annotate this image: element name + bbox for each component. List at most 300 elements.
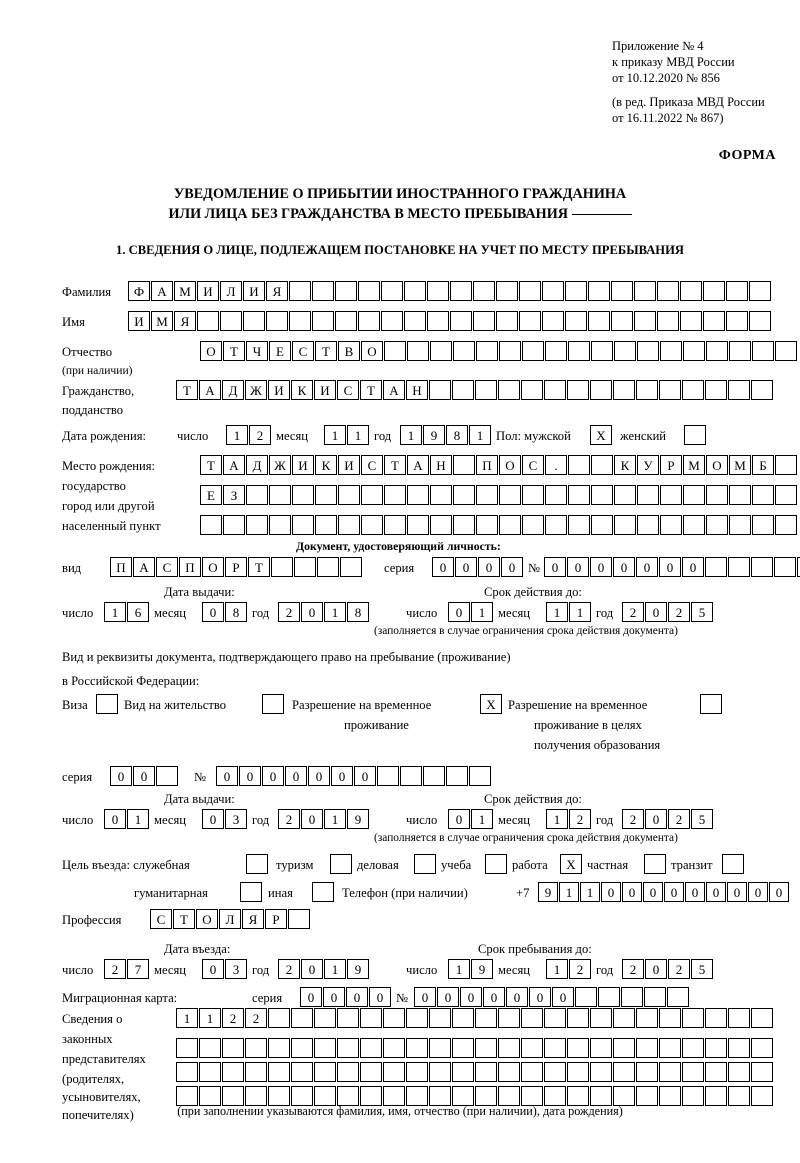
char-cell[interactable] (383, 1008, 405, 1028)
purpose-work-checkbox[interactable] (560, 854, 583, 874)
char-cell[interactable] (222, 1086, 244, 1106)
char-cell[interactable] (452, 1008, 474, 1028)
char-cell[interactable]: А (407, 455, 429, 475)
char-cell[interactable]: 0 (685, 882, 705, 902)
char-cell[interactable]: 0 (308, 766, 330, 786)
char-cell[interactable] (636, 1038, 658, 1058)
char-cell[interactable] (749, 311, 771, 331)
char-cell[interactable] (659, 1008, 681, 1028)
char-cell[interactable] (453, 485, 475, 505)
permit-series-input[interactable] (110, 766, 179, 786)
char-cell[interactable] (222, 1038, 244, 1058)
char-cell[interactable]: Т (315, 341, 337, 361)
char-cell[interactable]: 0 (285, 766, 307, 786)
birth-month-input[interactable] (324, 425, 370, 445)
char-cell[interactable]: 2 (278, 602, 300, 622)
char-cell[interactable] (568, 515, 590, 535)
char-cell[interactable] (476, 515, 498, 535)
char-cell[interactable]: 0 (506, 987, 528, 1007)
char-cell[interactable] (383, 1062, 405, 1082)
char-cell[interactable] (246, 515, 268, 535)
char-cell[interactable] (683, 515, 705, 535)
char-cell[interactable]: Т (248, 557, 270, 577)
char-cell[interactable] (705, 1086, 727, 1106)
char-cell[interactable] (292, 485, 314, 505)
char-cell[interactable] (568, 341, 590, 361)
char-cell[interactable]: П (476, 455, 498, 475)
char-cell[interactable] (361, 515, 383, 535)
char-cell[interactable] (565, 281, 587, 301)
char-cell[interactable]: 0 (664, 882, 684, 902)
temp-permit-checkbox[interactable] (480, 694, 503, 714)
char-cell[interactable]: Ж (245, 380, 267, 400)
char-cell[interactable]: О (361, 341, 383, 361)
char-cell[interactable]: X (560, 854, 582, 874)
char-cell[interactable] (289, 281, 311, 301)
char-cell[interactable]: 8 (347, 602, 369, 622)
char-cell[interactable] (453, 341, 475, 361)
char-cell[interactable] (291, 1038, 313, 1058)
char-cell[interactable] (406, 1086, 428, 1106)
char-cell[interactable] (475, 1008, 497, 1028)
char-cell[interactable]: 0 (354, 766, 376, 786)
char-cell[interactable]: 1 (471, 602, 493, 622)
citizenship-input[interactable] (176, 380, 774, 400)
char-cell[interactable] (262, 694, 284, 714)
char-cell[interactable]: 1 (469, 425, 491, 445)
char-cell[interactable]: Л (219, 909, 241, 929)
char-cell[interactable]: 2 (249, 425, 271, 445)
char-cell[interactable]: 0 (682, 557, 704, 577)
char-cell[interactable] (621, 987, 643, 1007)
char-cell[interactable] (312, 311, 334, 331)
char-cell[interactable]: 0 (706, 882, 726, 902)
char-cell[interactable]: Т (384, 455, 406, 475)
visa-checkbox[interactable] (96, 694, 119, 714)
char-cell[interactable] (775, 455, 797, 475)
char-cell[interactable]: 0 (301, 809, 323, 829)
char-cell[interactable]: 9 (538, 882, 558, 902)
char-cell[interactable] (774, 557, 796, 577)
char-cell[interactable] (498, 1086, 520, 1106)
char-cell[interactable] (268, 1008, 290, 1028)
char-cell[interactable] (660, 341, 682, 361)
char-cell[interactable] (728, 380, 750, 400)
char-cell[interactable] (199, 1038, 221, 1058)
char-cell[interactable]: 3 (225, 809, 247, 829)
char-cell[interactable]: Т (176, 380, 198, 400)
char-cell[interactable] (429, 1038, 451, 1058)
char-cell[interactable] (659, 1062, 681, 1082)
char-cell[interactable]: 0 (437, 987, 459, 1007)
birth-year-input[interactable] (400, 425, 492, 445)
char-cell[interactable] (335, 281, 357, 301)
char-cell[interactable] (521, 1038, 543, 1058)
char-cell[interactable]: 1 (400, 425, 422, 445)
char-cell[interactable]: К (315, 455, 337, 475)
char-cell[interactable]: 0 (501, 557, 523, 577)
char-cell[interactable] (312, 882, 334, 902)
char-cell[interactable]: 0 (432, 557, 454, 577)
char-cell[interactable]: Б (752, 455, 774, 475)
char-cell[interactable]: 0 (414, 987, 436, 1007)
char-cell[interactable]: П (179, 557, 201, 577)
birthplace-row-1-input[interactable] (200, 455, 798, 475)
char-cell[interactable] (404, 311, 426, 331)
char-cell[interactable]: Е (269, 341, 291, 361)
char-cell[interactable] (199, 1062, 221, 1082)
doc-valid-month-input[interactable] (546, 602, 592, 622)
char-cell[interactable]: Т (200, 455, 222, 475)
char-cell[interactable]: Р (660, 455, 682, 475)
legal-reps-row-1-input[interactable] (176, 1008, 774, 1028)
entry-year-input[interactable] (278, 959, 370, 979)
char-cell[interactable] (360, 1062, 382, 1082)
char-cell[interactable]: Д (222, 380, 244, 400)
char-cell[interactable]: 1 (546, 809, 568, 829)
char-cell[interactable]: X (480, 694, 502, 714)
char-cell[interactable] (340, 557, 362, 577)
char-cell[interactable]: С (361, 455, 383, 475)
char-cell[interactable] (452, 1086, 474, 1106)
char-cell[interactable] (752, 341, 774, 361)
char-cell[interactable]: 1 (448, 959, 470, 979)
char-cell[interactable] (176, 1086, 198, 1106)
char-cell[interactable] (705, 1038, 727, 1058)
char-cell[interactable] (751, 1008, 773, 1028)
char-cell[interactable] (358, 311, 380, 331)
sex-female-checkbox[interactable] (684, 425, 707, 445)
char-cell[interactable] (542, 311, 564, 331)
char-cell[interactable] (429, 1062, 451, 1082)
stay-day-input[interactable] (448, 959, 494, 979)
purpose-transit-checkbox[interactable] (722, 854, 745, 874)
purpose-study-checkbox[interactable] (485, 854, 508, 874)
char-cell[interactable] (682, 380, 704, 400)
char-cell[interactable] (522, 485, 544, 505)
char-cell[interactable] (475, 1062, 497, 1082)
char-cell[interactable] (377, 766, 399, 786)
char-cell[interactable] (499, 485, 521, 505)
char-cell[interactable] (644, 854, 666, 874)
char-cell[interactable] (429, 380, 451, 400)
char-cell[interactable]: 1 (546, 602, 568, 622)
char-cell[interactable] (473, 311, 495, 331)
char-cell[interactable]: В (338, 341, 360, 361)
char-cell[interactable]: 0 (552, 987, 574, 1007)
char-cell[interactable]: М (174, 281, 196, 301)
char-cell[interactable]: 2 (222, 1008, 244, 1028)
char-cell[interactable] (288, 909, 310, 929)
char-cell[interactable] (223, 515, 245, 535)
char-cell[interactable] (567, 1086, 589, 1106)
char-cell[interactable]: С (156, 557, 178, 577)
char-cell[interactable] (613, 1086, 635, 1106)
char-cell[interactable] (682, 1038, 704, 1058)
char-cell[interactable] (614, 515, 636, 535)
legal-reps-row-2-input[interactable] (176, 1038, 774, 1058)
char-cell[interactable] (752, 515, 774, 535)
char-cell[interactable]: П (110, 557, 132, 577)
char-cell[interactable] (775, 515, 797, 535)
char-cell[interactable] (499, 341, 521, 361)
char-cell[interactable]: 0 (323, 987, 345, 1007)
legal-reps-row-3-input[interactable] (176, 1062, 774, 1082)
char-cell[interactable] (498, 380, 520, 400)
edu-permit-checkbox[interactable] (700, 694, 723, 714)
char-cell[interactable] (682, 1062, 704, 1082)
birthplace-row-2-input[interactable] (200, 485, 798, 505)
char-cell[interactable] (381, 281, 403, 301)
char-cell[interactable]: Р (225, 557, 247, 577)
char-cell[interactable]: 2 (569, 959, 591, 979)
char-cell[interactable] (268, 1062, 290, 1082)
char-cell[interactable]: 5 (691, 959, 713, 979)
char-cell[interactable]: О (200, 341, 222, 361)
char-cell[interactable] (407, 485, 429, 505)
char-cell[interactable] (485, 854, 507, 874)
char-cell[interactable] (680, 311, 702, 331)
char-cell[interactable] (659, 1038, 681, 1058)
char-cell[interactable]: С (337, 380, 359, 400)
char-cell[interactable] (726, 281, 748, 301)
char-cell[interactable] (317, 557, 339, 577)
char-cell[interactable]: О (202, 557, 224, 577)
char-cell[interactable] (176, 1062, 198, 1082)
char-cell[interactable] (384, 515, 406, 535)
char-cell[interactable] (407, 341, 429, 361)
char-cell[interactable] (360, 1038, 382, 1058)
char-cell[interactable]: 1 (104, 602, 126, 622)
char-cell[interactable] (544, 1038, 566, 1058)
doc-number-input[interactable] (544, 557, 800, 577)
char-cell[interactable] (245, 1086, 267, 1106)
purpose-business-checkbox[interactable] (414, 854, 437, 874)
char-cell[interactable] (613, 1008, 635, 1028)
char-cell[interactable]: 0 (601, 882, 621, 902)
char-cell[interactable] (751, 380, 773, 400)
char-cell[interactable] (728, 1086, 750, 1106)
char-cell[interactable]: 2 (622, 602, 644, 622)
char-cell[interactable] (314, 1086, 336, 1106)
char-cell[interactable]: 0 (645, 809, 667, 829)
char-cell[interactable] (406, 1038, 428, 1058)
char-cell[interactable] (634, 281, 656, 301)
permit-valid-month-input[interactable] (546, 809, 592, 829)
char-cell[interactable] (637, 515, 659, 535)
char-cell[interactable] (469, 766, 491, 786)
char-cell[interactable]: 0 (645, 959, 667, 979)
char-cell[interactable]: 0 (104, 809, 126, 829)
char-cell[interactable] (383, 1086, 405, 1106)
permit-issue-year-input[interactable] (278, 809, 370, 829)
char-cell[interactable]: 0 (727, 882, 747, 902)
char-cell[interactable]: 1 (324, 959, 346, 979)
char-cell[interactable] (726, 311, 748, 331)
char-cell[interactable]: X (590, 425, 612, 445)
char-cell[interactable]: 0 (239, 766, 261, 786)
char-cell[interactable]: Н (430, 455, 452, 475)
char-cell[interactable] (315, 515, 337, 535)
char-cell[interactable] (637, 485, 659, 505)
char-cell[interactable] (683, 341, 705, 361)
birthplace-row-3-input[interactable] (200, 515, 798, 535)
char-cell[interactable]: 0 (769, 882, 789, 902)
profession-input[interactable] (150, 909, 311, 929)
char-cell[interactable] (598, 987, 620, 1007)
char-cell[interactable]: 1 (176, 1008, 198, 1028)
char-cell[interactable] (452, 1038, 474, 1058)
char-cell[interactable] (775, 341, 797, 361)
char-cell[interactable] (703, 311, 725, 331)
char-cell[interactable] (200, 515, 222, 535)
char-cell[interactable] (775, 485, 797, 505)
char-cell[interactable] (567, 1038, 589, 1058)
char-cell[interactable]: 0 (369, 987, 391, 1007)
char-cell[interactable] (453, 455, 475, 475)
char-cell[interactable]: З (223, 485, 245, 505)
char-cell[interactable] (312, 281, 334, 301)
char-cell[interactable] (453, 515, 475, 535)
char-cell[interactable] (430, 515, 452, 535)
phone-input[interactable] (538, 882, 790, 902)
char-cell[interactable] (414, 854, 436, 874)
residence-checkbox[interactable] (262, 694, 285, 714)
surname-input[interactable] (128, 281, 772, 301)
char-cell[interactable]: 0 (448, 809, 470, 829)
char-cell[interactable] (400, 766, 422, 786)
char-cell[interactable] (384, 341, 406, 361)
char-cell[interactable]: 0 (133, 766, 155, 786)
char-cell[interactable] (314, 1062, 336, 1082)
char-cell[interactable] (590, 1062, 612, 1082)
char-cell[interactable] (614, 341, 636, 361)
char-cell[interactable] (522, 341, 544, 361)
char-cell[interactable]: 1 (471, 809, 493, 829)
char-cell[interactable] (644, 987, 666, 1007)
char-cell[interactable] (590, 1008, 612, 1028)
char-cell[interactable] (705, 1008, 727, 1028)
char-cell[interactable] (475, 380, 497, 400)
char-cell[interactable]: 9 (347, 959, 369, 979)
char-cell[interactable] (660, 515, 682, 535)
char-cell[interactable]: А (133, 557, 155, 577)
char-cell[interactable] (522, 515, 544, 535)
char-cell[interactable]: 0 (202, 602, 224, 622)
char-cell[interactable] (705, 1062, 727, 1082)
char-cell[interactable]: 9 (471, 959, 493, 979)
permit-valid-year-input[interactable] (622, 809, 714, 829)
char-cell[interactable] (521, 380, 543, 400)
char-cell[interactable]: 2 (278, 809, 300, 829)
doc-issue-day-input[interactable] (104, 602, 150, 622)
char-cell[interactable]: 0 (448, 602, 470, 622)
char-cell[interactable] (338, 515, 360, 535)
char-cell[interactable] (590, 1086, 612, 1106)
char-cell[interactable] (722, 854, 744, 874)
char-cell[interactable] (291, 1008, 313, 1028)
char-cell[interactable]: 0 (216, 766, 238, 786)
char-cell[interactable] (728, 1062, 750, 1082)
char-cell[interactable] (404, 281, 426, 301)
char-cell[interactable]: 1 (324, 602, 346, 622)
char-cell[interactable] (452, 1062, 474, 1082)
char-cell[interactable]: 8 (225, 602, 247, 622)
char-cell[interactable] (220, 311, 242, 331)
char-cell[interactable] (591, 485, 613, 505)
char-cell[interactable]: И (197, 281, 219, 301)
char-cell[interactable] (568, 485, 590, 505)
char-cell[interactable] (729, 515, 751, 535)
char-cell[interactable] (657, 311, 679, 331)
char-cell[interactable]: Н (406, 380, 428, 400)
char-cell[interactable] (315, 485, 337, 505)
char-cell[interactable]: 0 (544, 557, 566, 577)
char-cell[interactable]: Я (242, 909, 264, 929)
char-cell[interactable]: Д (246, 455, 268, 475)
char-cell[interactable]: 0 (110, 766, 132, 786)
stay-year-input[interactable] (622, 959, 714, 979)
char-cell[interactable] (222, 1062, 244, 1082)
char-cell[interactable]: 8 (446, 425, 468, 445)
char-cell[interactable]: И (292, 455, 314, 475)
char-cell[interactable] (700, 694, 722, 714)
char-cell[interactable]: 2 (622, 959, 644, 979)
char-cell[interactable] (243, 311, 265, 331)
char-cell[interactable]: 7 (127, 959, 149, 979)
migration-series-input[interactable] (300, 987, 392, 1007)
char-cell[interactable] (498, 1008, 520, 1028)
char-cell[interactable] (429, 1086, 451, 1106)
char-cell[interactable] (245, 1062, 267, 1082)
legal-reps-row-4-input[interactable] (176, 1086, 774, 1106)
char-cell[interactable] (591, 515, 613, 535)
purpose-other-checkbox[interactable] (312, 882, 335, 902)
char-cell[interactable]: 0 (455, 557, 477, 577)
char-cell[interactable] (446, 766, 468, 786)
char-cell[interactable]: 2 (245, 1008, 267, 1028)
char-cell[interactable] (752, 485, 774, 505)
char-cell[interactable] (591, 341, 613, 361)
char-cell[interactable] (476, 341, 498, 361)
char-cell[interactable] (634, 311, 656, 331)
char-cell[interactable]: 0 (460, 987, 482, 1007)
char-cell[interactable] (314, 1038, 336, 1058)
char-cell[interactable]: 0 (202, 959, 224, 979)
purpose-humanitarian-checkbox[interactable] (240, 882, 263, 902)
char-cell[interactable]: А (223, 455, 245, 475)
char-cell[interactable] (636, 1062, 658, 1082)
char-cell[interactable] (545, 341, 567, 361)
char-cell[interactable] (499, 515, 521, 535)
char-cell[interactable] (156, 766, 178, 786)
char-cell[interactable]: 2 (569, 809, 591, 829)
char-cell[interactable]: 5 (691, 809, 713, 829)
char-cell[interactable] (751, 557, 773, 577)
char-cell[interactable] (338, 485, 360, 505)
char-cell[interactable] (751, 1086, 773, 1106)
char-cell[interactable] (544, 1086, 566, 1106)
char-cell[interactable] (268, 1086, 290, 1106)
char-cell[interactable] (706, 485, 728, 505)
char-cell[interactable] (667, 987, 689, 1007)
char-cell[interactable] (269, 485, 291, 505)
char-cell[interactable]: М (151, 311, 173, 331)
char-cell[interactable] (519, 311, 541, 331)
char-cell[interactable] (613, 1038, 635, 1058)
char-cell[interactable]: 0 (645, 602, 667, 622)
char-cell[interactable] (611, 281, 633, 301)
